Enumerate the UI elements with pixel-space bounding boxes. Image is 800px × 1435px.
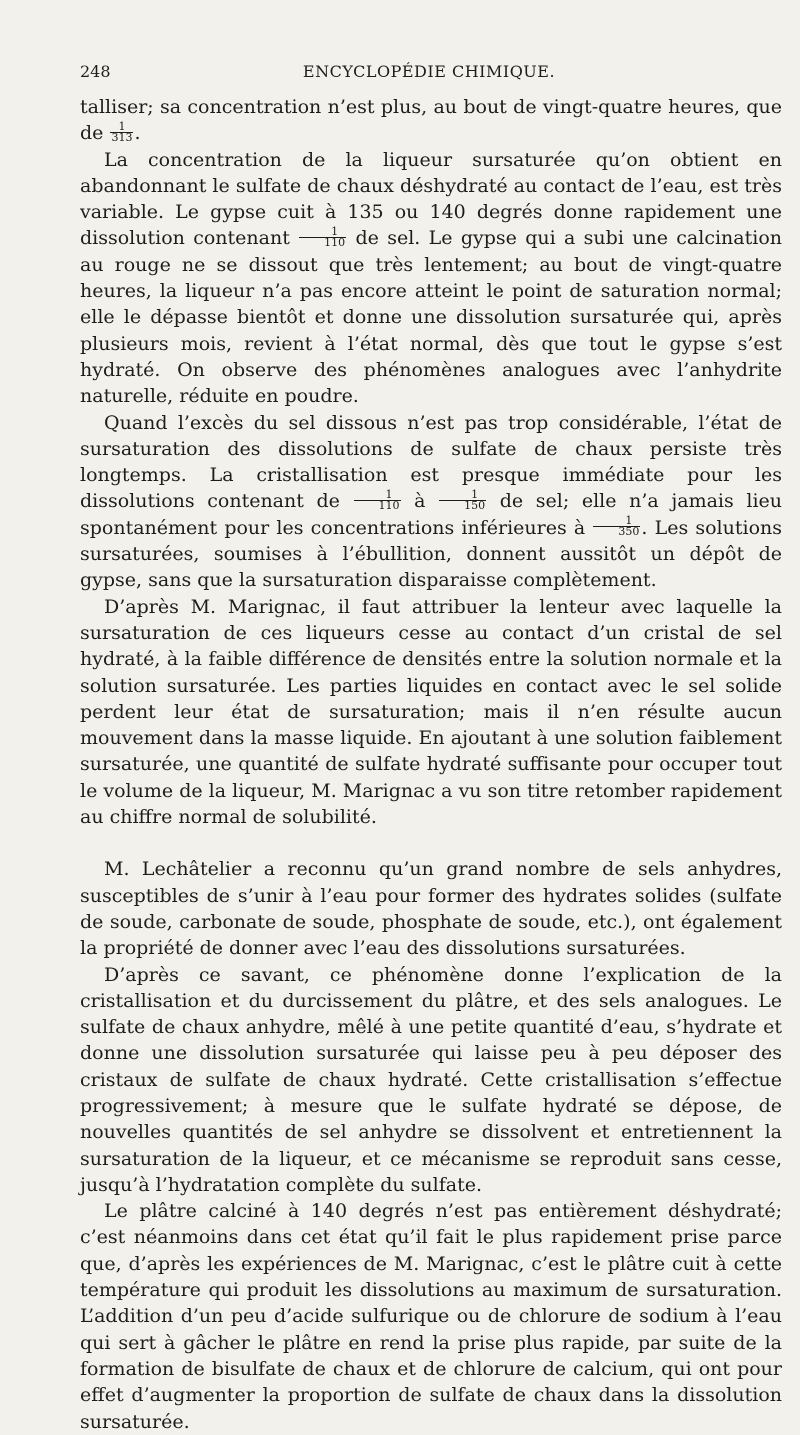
fraction — [110, 119, 133, 144]
paragraph-1 — [80, 94, 782, 147]
fraction-numerator: 1 — [354, 490, 401, 501]
text-run: La concentration de la liqueur sursaturée qu’on obtient en abandonnant le sulfate de chaux déshydraté au contact de l’eau, est très variable. Le gypse cuit à 135 ou 140 degrés donne rapidement une dissolution contenant — [80, 148, 782, 250]
paragraph-6: D’après ce savant, ce phénomène donne l’explication de la cristallisation et du durcissement du plâtre, et des sels analogues. Le sulfate de chaux anhydre, mêlé à une petite quantité d’eau, s’hydrate et donne une dissolution sursaturée qui laisse peu à peu déposer des cristaux de sulfate de chaux hydraté. Cette cristallisation s’effectue progressivement; à mesure que le sulfate hydraté se dépose, de nouvelles quantités de sel anhydre se dissolvent et entretiennent la sursaturation de la liqueur, et ce mécanisme se reproduit sans cesse, jusqu’à l’hydratation complète du sulfate. — [80, 963, 782, 1196]
fraction-numerator: 1 — [439, 490, 486, 501]
page-number: 248 — [80, 62, 111, 81]
page-body — [80, 94, 782, 1435]
running-title: ENCYCLOPÉDIE CHIMIQUE. — [302, 62, 556, 81]
paragraph-3 — [80, 410, 782, 594]
text-run: Quand l’excès du sel dissous n’est pas trop considérable, l’état de sursaturation des dissolutions de sulfate de chaux persiste très longtemps. La cristallisation est presque immédiate pour les dissolutions contenant de — [80, 411, 782, 513]
paragraph-2 — [80, 147, 782, 410]
text-run: talliser; sa concentration n’est plus, au bout de vingt-quatre heures, que de — [80, 96, 782, 145]
fraction-numerator: 1 — [110, 122, 133, 133]
fraction — [593, 516, 640, 537]
fraction-denominator: 110 — [378, 498, 400, 512]
fraction-denominator: 313 — [111, 130, 133, 144]
text-run: . — [134, 122, 141, 145]
text-run: . Les solutions sursaturées, soumises à l’ébullition, donnent aussitôt un dépôt de gypse, sans que la sursaturation disparaisse complètement. — [80, 516, 783, 592]
paragraph-5: M. Lechâtelier a reconnu qu’un grand nombre de sels anhydres, susceptibles de s’unir à l’eau pour former des hydrates solides (sulfate de soude, carbonate de soude, phosphate de soude, etc.), ont également la propriété de donner avec l’eau des dissolutions sursaturées. — [80, 858, 782, 960]
fraction-denominator: 350 — [618, 525, 640, 539]
paragraph-4: D’après M. Marignac, il faut attribuer la lenteur avec laquelle la sursaturation de ces liqueurs cesse au contact d’un cristal de sel hydraté, à la faible différence de densités entre la solution normale et la solution sursaturée. Les parties liquides en contact avec le sel solide perdent leur état de sursaturation; mais il n’en résulte aucun mouvement dans la masse liquide. En ajoutant à une solution faiblement sursaturée, une quantité de sulfate hydraté suffisante pour occuper tout le volume de la liqueur, M. Marignac a vu son titre retomber rapidement au chiffre normal de solubilité. — [80, 595, 782, 829]
fraction-numerator: 1 — [593, 516, 640, 527]
text-run: de sel. Le gypse qui a subi une calcination au rouge ne se dissout que très lentement; au bout de vingt-quatre heures, la liqueur n’a pas encore atteint le point de saturation normal; elle le dépasse bientôt et donne une dissolution sursaturée qui, après plusieurs mois, revient à l’état normal, dès que tout le gypse s’est hydraté. On observe des phénomènes analogues avec l’anhydrite naturelle, réduite en poudre. — [80, 227, 782, 408]
fraction — [354, 487, 401, 512]
section-gap — [80, 830, 782, 856]
fraction-denominator: 110 — [324, 235, 346, 249]
text-run: à — [401, 490, 439, 513]
paragraph-7: Le plâtre calciné à 140 degrés n’est pas entièrement déshydraté; c’est néanmoins dans cet état qu’il fait le plus rapidement prise parce que, d’après les expériences de M. Marignac, c’est le plâtre cuit à cette température qui produit les dissolutions au maximum de sursaturation. L’addition d’un peu d’acide sulfurique ou de chlorure de sodium à l’eau qui sert à gâcher le plâtre en rend la prise plus rapide, par suite de la formation de bisulfate de chaux et de chlorure de calcium, qui ont pour effet d’augmenter la proportion de sulfate de chaux dans la dissolution sursaturée. — [80, 1200, 782, 1433]
fraction-numerator: 1 — [299, 227, 346, 238]
fraction — [439, 487, 486, 512]
running-header — [80, 62, 778, 82]
fraction — [299, 224, 346, 249]
text-run: de sel; elle n’a jamais lieu spontanément pour les concentrations inférieures à — [80, 490, 782, 539]
fraction-denominator: 150 — [464, 498, 486, 512]
